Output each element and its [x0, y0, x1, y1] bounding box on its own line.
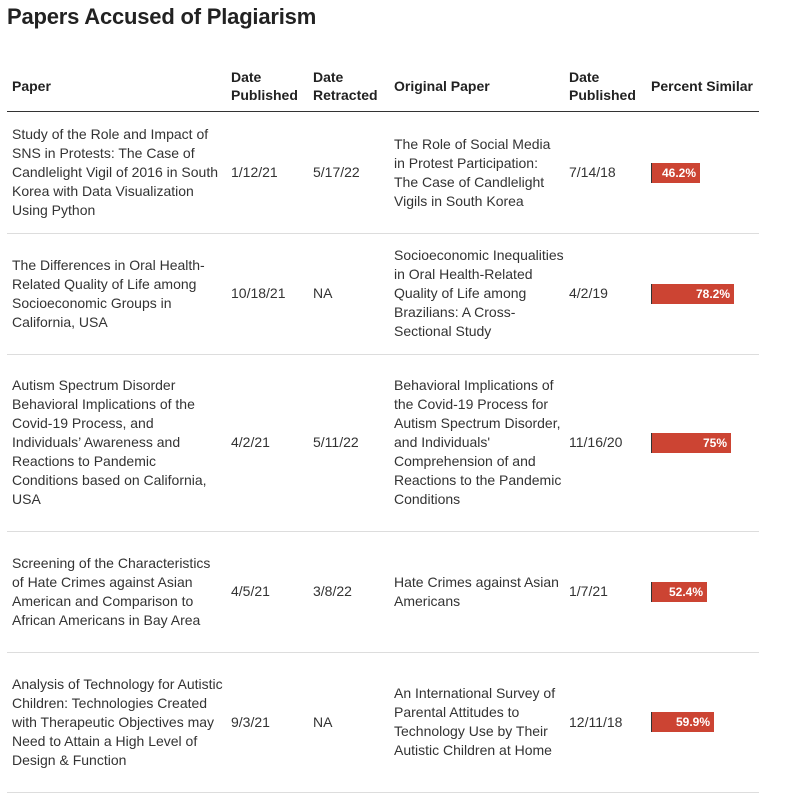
- percent-bar-track: [651, 433, 757, 453]
- date-published: 4/2/21: [231, 434, 270, 450]
- header-paper: Paper: [12, 78, 51, 94]
- percent-bar: [651, 284, 734, 304]
- percent-similar-cell: [651, 652, 757, 792]
- table-row: [0, 233, 799, 354]
- percent-bar: [651, 433, 731, 453]
- paper-title: Study of the Role and Impact of SNS in Protests: The Case of Candlelight Vigil of 2016 in South Korea with Data Visualization Using Python: [12, 126, 219, 218]
- percent-similar-cell: [651, 112, 757, 233]
- header-date-retracted: Date Retracted: [313, 69, 378, 103]
- date-published: 10/18/21: [231, 285, 286, 301]
- original-paper-title-cell: [394, 112, 564, 233]
- paper-title-cell: [12, 112, 224, 233]
- original-paper-title: The Role of Social Media in Protest Participation: The Case of Candlelight Vigils in South Korea: [394, 135, 551, 209]
- percent-bar-label: 78.2%: [695, 286, 730, 301]
- table-row: [0, 652, 799, 792]
- paper-title-cell: [12, 233, 224, 354]
- percent-similar-cell: [651, 233, 757, 354]
- date-retracted-cell: [313, 112, 388, 233]
- percent-similar-cell: [651, 354, 757, 531]
- chart-title: Papers Accused of Plagiarism: [7, 4, 317, 29]
- paper-title: Screening of the Characteristics of Hate Crimes against Asian American and Comparison to African Americans in Bay Area: [12, 554, 211, 628]
- original-paper-title-cell: [394, 652, 564, 792]
- original-date-published: 4/2/19: [569, 285, 608, 301]
- percent-bar-track: [651, 163, 757, 183]
- paper-title-cell: [12, 354, 224, 531]
- original-date-published: 1/7/21: [569, 583, 608, 599]
- paper-title: Autism Spectrum Disorder Behavioral Implications of the Covid-19 Process, and Individuals’ Awareness and Reactions to Pandemic Conditions based on California, USA: [12, 377, 207, 507]
- date-published-cell: [231, 112, 306, 233]
- original-date-published: 7/14/18: [569, 164, 616, 180]
- paper-title: Analysis of Technology for Autistic Children: Technologies Created with Therapeutic Objectives may Need to Attain a High Level of Design & Function: [12, 675, 223, 768]
- original-paper-title: Socioeconomic Inequalities in Oral Health-Related Quality of Life among Brazilians: A Cross-Sectional Study: [394, 247, 564, 339]
- paper-title-cell: [12, 652, 224, 792]
- percent-bar-track: [651, 284, 757, 304]
- table-row: [0, 531, 799, 652]
- original-date-published-cell: [569, 652, 645, 792]
- date-retracted-cell: [313, 531, 388, 652]
- date-retracted-cell: [313, 233, 388, 354]
- percent-bar-label: 75%: [702, 435, 727, 450]
- date-published: 4/5/21: [231, 583, 270, 599]
- date-published-cell: [231, 531, 306, 652]
- date-retracted: 3/8/22: [313, 583, 352, 599]
- row-divider: [7, 792, 759, 793]
- date-published-cell: [231, 233, 306, 354]
- original-date-published-cell: [569, 233, 645, 354]
- original-paper-title-cell: [394, 531, 564, 652]
- original-paper-title-cell: [394, 233, 564, 354]
- date-retracted: 5/11/22: [313, 434, 359, 450]
- date-published-cell: [231, 354, 306, 531]
- date-retracted-cell: [313, 354, 388, 531]
- paper-title-cell: [12, 531, 224, 652]
- header-percent-similar: Percent Similar: [651, 78, 753, 94]
- date-retracted-cell: [313, 652, 388, 792]
- percent-bar: [651, 582, 707, 602]
- percent-bar: [651, 163, 700, 183]
- original-date-published: 12/11/18: [569, 713, 623, 730]
- percent-bar: [651, 712, 714, 732]
- date-retracted: NA: [313, 713, 333, 730]
- table-row: [0, 112, 799, 233]
- percent-bar-track: [651, 582, 757, 602]
- original-paper-title-cell: [394, 354, 564, 531]
- original-date-published-cell: [569, 112, 645, 233]
- date-published: 9/3/21: [231, 713, 270, 730]
- paper-title: The Differences in Oral Health-Related Quality of Life among Socioeconomic Groups in California, USA: [12, 256, 205, 330]
- percent-bar-track: [651, 712, 757, 732]
- original-date-published-cell: [569, 354, 645, 531]
- percent-bar-label: 52.4%: [668, 584, 703, 599]
- date-retracted: 5/17/22: [313, 164, 360, 180]
- original-date-published: 11/16/20: [569, 434, 623, 450]
- date-published: 1/12/21: [231, 164, 278, 180]
- table-row: [0, 354, 799, 531]
- date-retracted: NA: [313, 285, 333, 301]
- percent-bar-label: 46.2%: [661, 165, 696, 180]
- header-original-date-published: Date Published: [569, 69, 636, 103]
- original-date-published-cell: [569, 531, 645, 652]
- header-original-paper: Original Paper: [394, 78, 490, 94]
- date-published-cell: [231, 652, 306, 792]
- percent-bar-label: 59.9%: [675, 715, 710, 729]
- percent-similar-cell: [651, 531, 757, 652]
- original-paper-title: Behavioral Implications of the Covid-19 Process for Autism Spectrum Disorder, and Individuals' Comprehension of and Reactions to the Pandemic Conditions: [394, 377, 562, 507]
- original-paper-title: Hate Crimes against Asian Americans: [394, 573, 559, 609]
- original-paper-title: An International Survey of Parental Attitudes to Technology Use by Their Autistic Children at Home: [394, 685, 556, 758]
- header-date-published: Date Published: [231, 69, 298, 103]
